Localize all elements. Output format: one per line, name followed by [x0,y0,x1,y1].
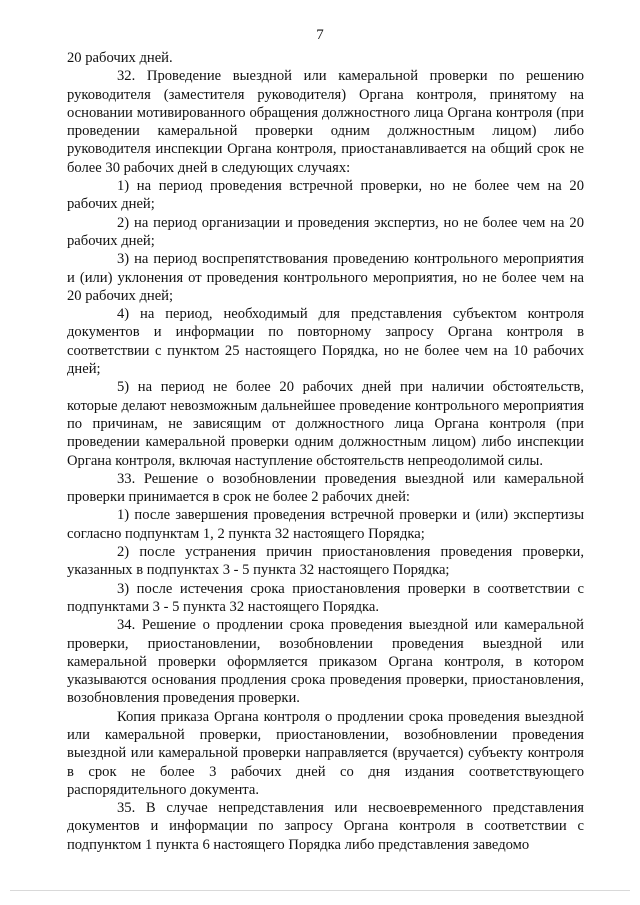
paragraph: Копия приказа Органа контроля о продлении срока проведения выездной или камеральной проверки, приостановлении, возобновлении проведения выездной или камеральной проверки направляется (вручается) субъекту контроля в срок не более 3 рабочих дней со дня издания соответствующего распорядительного документа. [67,708,584,798]
paragraph: 20 рабочих дней. [67,50,173,66]
paragraph: 3) на период воспрепятствования проведению контрольного мероприятия и (или) уклонения от проведения контрольного мероприятия, но не более чем на 20 рабочих дней; [67,251,584,304]
paragraph: 2) на период организации и проведения экспертиз, но не более чем на 20 рабочих дней; [67,214,584,249]
paragraph: 1) на период проведения встречной проверки, но не более чем на 20 рабочих дней; [67,178,584,213]
paragraph: 33. Решение о возобновлении проведения выездной или камеральной проверки принимается в срок не более 2 рабочих дней: [67,470,584,506]
scan-edge-line [10,890,630,891]
paragraph: 4) на период, необходимый для представления субъектом контроля документов и информации по повторному запросу Органа контроля в соответствии с пунктом 25 настоящего Порядка, но не более чем на 10 рабочих дней; [67,306,584,378]
page-number: 7 [316,27,324,43]
document-body [67,49,584,854]
paragraph: 2) после устранения причин приостановления проведения проверки, указанных в подпунктах 3 - 5 пункта 32 настоящего Порядка; [67,544,584,579]
paragraph: 1) после завершения проведения встречной проверки и (или) экспертизы согласно подпунктам 1, 2 пункта 32 настоящего Порядка; [67,507,584,542]
paragraph: 3) после истечения срока приостановления проверки в соответствии с подпунктами 3 - 5 пункта 32 настоящего Порядка. [67,580,584,615]
paragraph: 34. Решение о продлении срока проведения выездной или камеральной проверки, приостановлении, возобновлении проведения выездной или камеральной проверки оформляется приказом Органа контроля, в котором указываются основания продления срока проведения проверки, приостановления, возобновления проведения проверки. [67,617,584,707]
paragraph: 5) на период не более 20 рабочих дней при наличии обстоятельств, которые делают невозможным дальнейшее проведение контрольного мероприятия по причинам, не зависящим от должностного лица Органа контроля (при проведении камеральной проверки одним должностным лицом) либо инспекции Органа контроля, включая наступление обстоятельств непреодолимой силы. [67,379,584,469]
paragraph: 32. Проведение выездной или камеральной проверки по решению руководителя (заместителя руководителя) Органа контроля, принятому на основании мотивированного обращения должностного лица Органа контроля (при проведении камеральной проверки одним должностным лицом) либо руководителя инспекции Органа контроля, приостанавливается на общий срок не более 30 рабочих дней в следующих случаях: [67,68,584,176]
paragraph: 35. В случае непредставления или несвоевременного представления документов и информации по запросу Органа контроля в соответствии с подпунктом 1 пункта 6 настоящего Порядка либо представления заведомо [67,800,584,853]
